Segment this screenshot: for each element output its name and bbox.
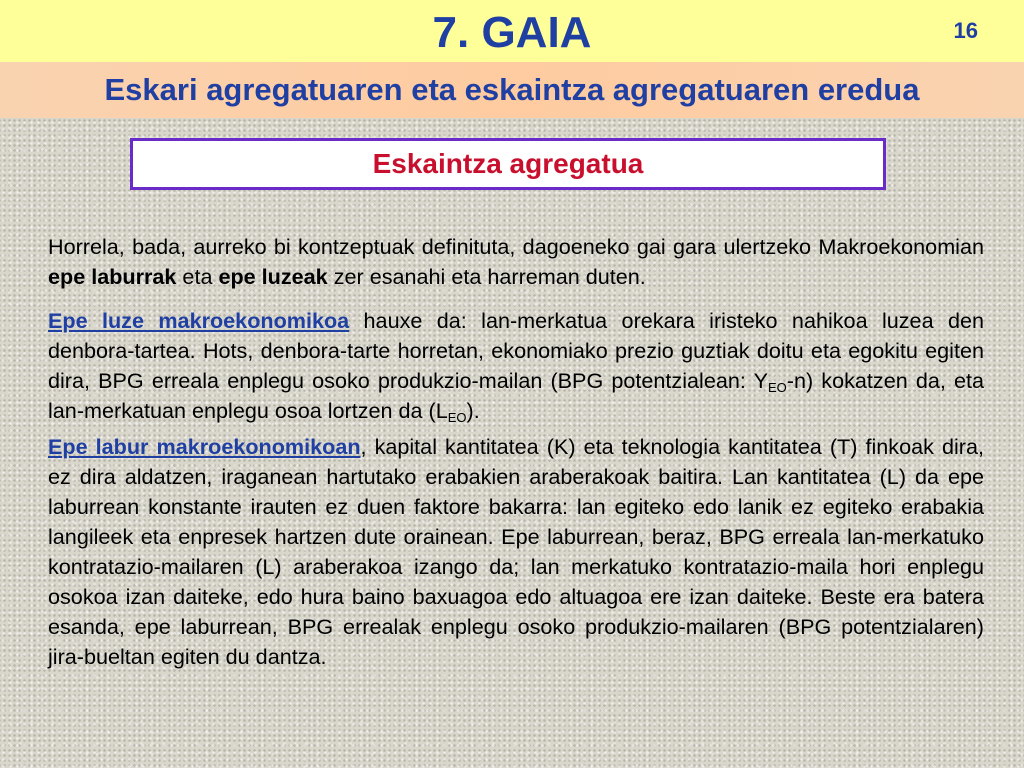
long-run-text-2: -n) kokatzen da, eta lan-merkatuan enplegu osoa lortzen da (L (48, 368, 985, 423)
leo-subscript: EO (447, 410, 467, 425)
short-run-text: , kapital kantitatea (K) eta teknologia kantitatea (T) finkoak dira, ez dira aldatzen, iraganean hartutako erabakien araberakoak baitira. Lan kantitatea (L) da epe laburrean konstante irauten ez duen faktore bakarra: lan egiteko edo lanik ez egiteko erabakia langileek eta enpresek hartzen dute orainean. Epe laburrean, beraz, BPG erreala lan-merkatuko kontratazio-mailaren (L) araberakoa izango da; lan merkatuko kontratazio-maila hori enplegu osokoa izan daiteke, edo hura baino baxuagoa edo altuagoa ere izan daiteke. Beste era batera esanda, epe laburrean, BPG errealak enplegu osoko produkzio-mailaren (BPG potentzialaren) jira-bueltan egiten du dantza. (48, 434, 984, 669)
long-run-term: epe luzeak (218, 264, 328, 289)
section-title: Eskaintza agregatua (372, 148, 644, 179)
section-title-box (130, 138, 886, 190)
long-run-paragraph (48, 306, 984, 426)
long-run-text-1: hauxe da: lan-merkatua orekara iristeko nahikoa luzea den denbora-tartea. Hots, denbora-tarte horretan, ekonomiako prezio guztiak doitu eta egokitu egiten dira, BPG erreala enplegu osoko produkzio-mailan (BPG potentzialean: Y (48, 308, 984, 393)
short-run-heading: Epe labur makroekonomikoan (48, 434, 361, 459)
intro-text-1: Horrela, bada, aurreko bi kontzeptuak definituta, dagoeneko gai gara ulertzeko Makroekonomian (48, 234, 984, 259)
intro-paragraph (48, 232, 984, 292)
short-run-paragraph (48, 432, 984, 672)
slide-subtitle: Eskari agregatuaren eta eskaintza agregatuaren eredua (104, 72, 920, 107)
long-run-text-3: ). (466, 398, 480, 423)
intro-text-2: eta (176, 264, 219, 289)
content-body (48, 232, 984, 672)
chapter-title: 7. GAIA (432, 8, 592, 57)
intro-text-3: zer esanahi eta harreman duten. (327, 264, 646, 289)
short-run-term: epe laburrak (48, 264, 177, 289)
long-run-heading: Epe luze makroekonomikoa (48, 308, 350, 333)
page-number: 16 (953, 18, 978, 43)
yeo-subscript: EO (767, 380, 787, 395)
